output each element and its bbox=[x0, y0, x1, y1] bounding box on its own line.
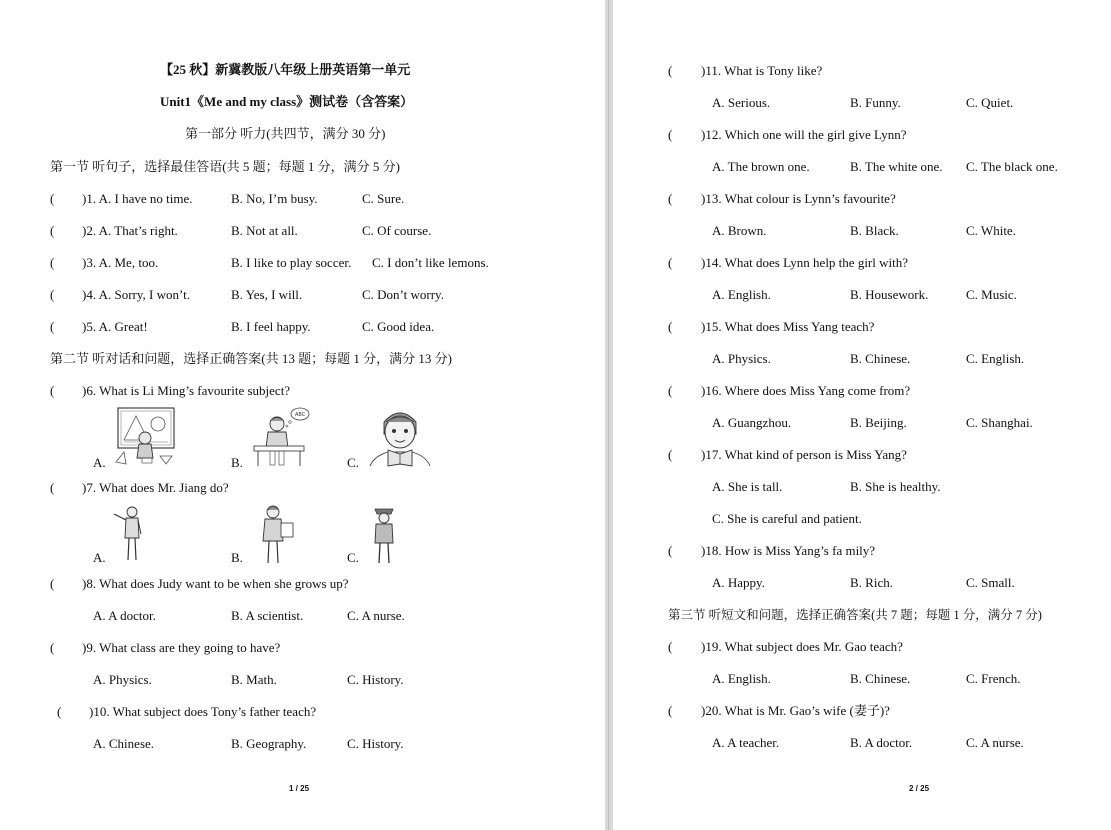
q17-option-b: B. She is healthy. bbox=[850, 479, 941, 494]
q16-option-b: B. Beijing. bbox=[850, 415, 907, 430]
q7-man-pointing-picture bbox=[110, 504, 150, 564]
q16-option-c: C. Shanghai. bbox=[966, 415, 1033, 430]
q9-bracket: ( bbox=[50, 640, 55, 655]
q3-bracket: ( bbox=[50, 255, 55, 270]
q3-option-b: B. I like to play soccer. bbox=[231, 255, 352, 270]
q6-stem: )6. What is Li Ming’s favourite subject? bbox=[82, 383, 291, 398]
q13-bracket: ( bbox=[668, 191, 673, 206]
q3-option-c: C. I don’t like lemons. bbox=[372, 255, 489, 270]
q6-option-a: A. bbox=[93, 455, 106, 470]
q5-option-c: C. Good idea. bbox=[362, 319, 435, 334]
svg-text:ABC: ABC bbox=[295, 412, 306, 418]
page-gutter bbox=[605, 0, 613, 830]
q2-option-c: C. Of course. bbox=[362, 223, 432, 238]
q7-man-with-book-picture bbox=[255, 503, 299, 565]
q19-option-b: B. Chinese. bbox=[850, 671, 911, 686]
q8-option-b: B. A scientist. bbox=[231, 608, 304, 623]
title-line-2: Unit1《Me and my class》测试卷（含答案） bbox=[160, 94, 414, 109]
q10-stem: )10. What subject does Tony’s father teach? bbox=[89, 704, 317, 719]
q9-option-a: A. Physics. bbox=[93, 672, 152, 687]
q7-option-b: B. bbox=[231, 550, 243, 565]
q8-bracket: ( bbox=[50, 576, 55, 591]
q2-stem: )2. A. That’s right. bbox=[82, 223, 178, 238]
q2-option-b: B. Not at all. bbox=[231, 223, 298, 238]
q11-stem: )11. What is Tony like? bbox=[701, 63, 823, 78]
q20-option-c: C. A nurse. bbox=[966, 735, 1024, 750]
q6-abc-boy-picture bbox=[250, 406, 314, 468]
q11-option-b: B. Funny. bbox=[850, 95, 901, 110]
q12-option-b: B. The white one. bbox=[850, 159, 943, 174]
q20-option-b: B. A doctor. bbox=[850, 735, 913, 750]
q15-option-a: A. Physics. bbox=[712, 351, 771, 366]
q9-option-c: C. History. bbox=[347, 672, 404, 687]
q17-bracket: ( bbox=[668, 447, 673, 462]
section-1-heading: 第一节 听句子，选择最佳答语(共 5 题；每题 1 分，满分 5 分) bbox=[50, 159, 400, 174]
q14-stem: )14. What does Lynn help the girl with? bbox=[701, 255, 908, 270]
q19-option-a: A. English. bbox=[712, 671, 771, 686]
q15-option-b: B. Chinese. bbox=[850, 351, 911, 366]
q13-option-a: A. Brown. bbox=[712, 223, 767, 238]
q15-bracket: ( bbox=[668, 319, 673, 334]
q10-bracket: ( bbox=[57, 704, 62, 719]
q12-option-c: C. The black one. bbox=[966, 159, 1058, 174]
q17-option-a: A. She is tall. bbox=[712, 479, 783, 494]
q10-option-b: B. Geography. bbox=[231, 736, 307, 751]
q11-option-a: A. Serious. bbox=[712, 95, 771, 110]
q14-option-b: B. Housework. bbox=[850, 287, 929, 302]
q10-option-c: C. History. bbox=[347, 736, 404, 751]
q1-option-c: C. Sure. bbox=[362, 191, 405, 206]
q7-option-a: A. bbox=[93, 550, 106, 565]
q12-option-a: A. The brown one. bbox=[712, 159, 810, 174]
q6-reading-boy-picture bbox=[368, 404, 432, 468]
q8-stem: )8. What does Judy want to be when she grows up? bbox=[82, 576, 349, 591]
q9-stem: )9. What class are they going to have? bbox=[82, 640, 281, 655]
q20-stem: )20. What is Mr. Gao’s wife (妻子)? bbox=[701, 703, 890, 718]
q4-option-b: B. Yes, I will. bbox=[231, 287, 303, 302]
q14-bracket: ( bbox=[668, 255, 673, 270]
title-line-1: 【25 秋】新冀教版八年级上册英语第一单元 bbox=[160, 62, 411, 77]
q6-bracket: ( bbox=[50, 383, 55, 398]
q4-bracket: ( bbox=[50, 287, 55, 302]
q6-option-b: B. bbox=[231, 455, 243, 470]
q5-stem: )5. A. Great! bbox=[82, 319, 148, 334]
q13-stem: )13. What colour is Lynn’s favourite? bbox=[701, 191, 896, 206]
part-heading: 第一部分 听力(共四节，满分 30 分) bbox=[185, 126, 386, 141]
q19-option-c: C. French. bbox=[966, 671, 1021, 686]
q1-option-b: B. No, I’m busy. bbox=[231, 191, 318, 206]
q8-option-a: A. A doctor. bbox=[93, 608, 156, 623]
q1-bracket: ( bbox=[50, 191, 55, 206]
page-number: 1 / 25 bbox=[289, 784, 310, 793]
q15-stem: )15. What does Miss Yang teach? bbox=[701, 319, 875, 334]
q20-option-a: A. A teacher. bbox=[712, 735, 780, 750]
q12-bracket: ( bbox=[668, 127, 673, 142]
q13-option-b: B. Black. bbox=[850, 223, 899, 238]
page-number: 2 / 25 bbox=[909, 784, 930, 793]
q17-option-c: C. She is careful and patient. bbox=[712, 511, 862, 526]
q5-option-b: B. I feel happy. bbox=[231, 319, 311, 334]
q10-option-a: A. Chinese. bbox=[93, 736, 155, 751]
q19-bracket: ( bbox=[668, 639, 673, 654]
q16-bracket: ( bbox=[668, 383, 673, 398]
document-page-2 bbox=[613, 0, 1111, 830]
q6-option-c: C. bbox=[347, 455, 359, 470]
q5-bracket: ( bbox=[50, 319, 55, 334]
q9-option-b: B. Math. bbox=[231, 672, 277, 687]
q18-stem: )18. How is Miss Yang’s fa mily? bbox=[701, 543, 876, 558]
q2-bracket: ( bbox=[50, 223, 55, 238]
section-2-heading: 第二节 听对话和问题，选择正确答案(共 13 题；每题 1 分，满分 13 分) bbox=[50, 351, 452, 366]
q18-option-a: A. Happy. bbox=[712, 575, 765, 590]
q6-math-boy-picture bbox=[112, 406, 178, 466]
q18-option-b: B. Rich. bbox=[850, 575, 893, 590]
section-3-heading: 第三节 听短文和问题，选择正确答案(共 7 题；每题 1 分，满分 7 分) bbox=[668, 608, 1042, 622]
q13-option-c: C. White. bbox=[966, 223, 1016, 238]
q20-bracket: ( bbox=[668, 703, 673, 718]
q4-stem: )4. A. Sorry, I won’t. bbox=[82, 287, 190, 302]
q14-option-c: C. Music. bbox=[966, 287, 1017, 302]
q16-option-a: A. Guangzhou. bbox=[712, 415, 792, 430]
q15-option-c: C. English. bbox=[966, 351, 1025, 366]
q16-stem: )16. Where does Miss Yang come from? bbox=[701, 383, 911, 398]
q12-stem: )12. Which one will the girl give Lynn? bbox=[701, 127, 907, 142]
q7-stem: )7. What does Mr. Jiang do? bbox=[82, 480, 229, 495]
q7-bracket: ( bbox=[50, 480, 55, 495]
q7-option-c: C. bbox=[347, 550, 359, 565]
q18-option-c: C. Small. bbox=[966, 575, 1015, 590]
q17-stem: )17. What kind of person is Miss Yang? bbox=[701, 447, 907, 462]
q11-bracket: ( bbox=[668, 63, 673, 78]
q11-option-c: C. Quiet. bbox=[966, 95, 1014, 110]
q7-policeman-picture bbox=[369, 503, 399, 565]
q8-option-c: C. A nurse. bbox=[347, 608, 405, 623]
q19-stem: )19. What subject does Mr. Gao teach? bbox=[701, 639, 903, 654]
q14-option-a: A. English. bbox=[712, 287, 771, 302]
q18-bracket: ( bbox=[668, 543, 673, 558]
q4-option-c: C. Don’t worry. bbox=[362, 287, 444, 302]
q3-stem: )3. A. Me, too. bbox=[82, 255, 159, 270]
q1-stem: )1. A. I have no time. bbox=[82, 191, 193, 206]
